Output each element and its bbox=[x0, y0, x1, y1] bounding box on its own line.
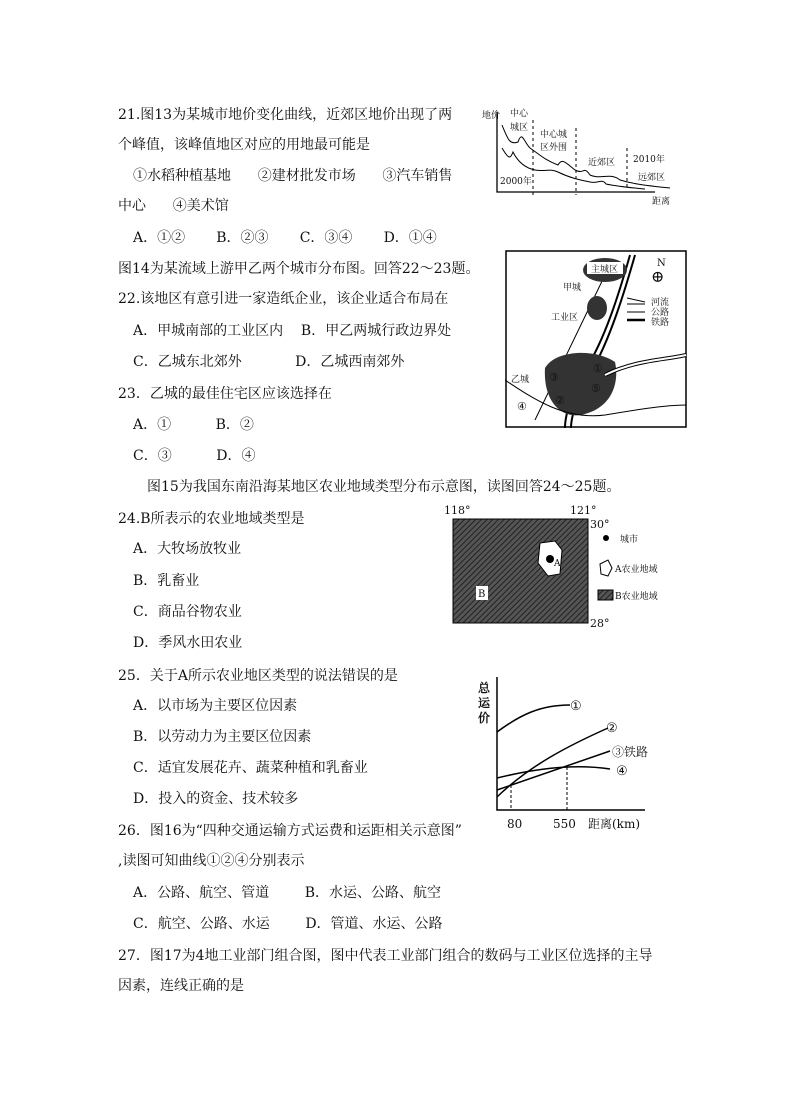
fig13-zone-label: 区外围 bbox=[540, 143, 568, 153]
q25-option-d: D．投入的资金、技术较多 bbox=[133, 791, 299, 807]
q22-stem: 22.该地区有意引进一家造纸企业，该企业适合布局在 bbox=[118, 291, 449, 307]
fig15-region-b-label: B bbox=[478, 589, 486, 600]
q25-option-c: C．适宜发展花卉、蔬菜种植和乳畜业 bbox=[133, 760, 368, 776]
fig14-mark-4: ④ bbox=[517, 400, 527, 413]
fig16-xlabel: 距离(km) bbox=[588, 817, 641, 830]
q25-option-a: A．以市场为主要区位因素 bbox=[133, 698, 298, 714]
fig13-zone-label: 中心 bbox=[510, 109, 529, 119]
fig15-lon-118: 118° bbox=[444, 504, 471, 517]
fig14-mark-5: ⑤ bbox=[591, 382, 601, 395]
fig13-zone-label: 近郊区 bbox=[588, 158, 616, 168]
fig16-curve-3-label: ③铁路 bbox=[612, 745, 649, 759]
fig14-legend-railway: 铁路 bbox=[651, 318, 670, 328]
fig13-year-2000: 2000年 bbox=[500, 177, 532, 187]
fig14-industry-label: 工业区 bbox=[551, 313, 579, 323]
q25-stem: 25．关于A所示农业地区类型的说法错误的是 bbox=[118, 668, 398, 684]
fig15-intro: 图15为我国东南沿海某地区农业地域类型分布示意图，读图回答24～25题。 bbox=[147, 479, 621, 495]
fig14-mark-3: ③ bbox=[549, 371, 559, 384]
fig14-mark-1: ① bbox=[593, 362, 603, 375]
q24-option-d: D．季风水田农业 bbox=[133, 635, 243, 651]
q26-stem: 26．图16为“四种交通运输方式运费和运距相关示意图” bbox=[118, 823, 462, 839]
fig16-tick-550: 550 bbox=[553, 817, 576, 830]
q24-option-c: C．商品谷物农业 bbox=[133, 604, 242, 620]
q23-options-cd: C．③ D．④ bbox=[133, 448, 256, 464]
fig13-zone-label: 城区 bbox=[510, 123, 529, 133]
city-dot-icon bbox=[603, 535, 609, 541]
q27-stem: 27．图17为4地工业部门组合图，图中代表工业部门组合的数码与工业区位选择的主导 bbox=[118, 948, 653, 964]
fig15-legend-b: B农业地域 bbox=[615, 592, 658, 602]
fig15-lat-28: 28° bbox=[590, 617, 610, 628]
fig16-curve-1-label: ① bbox=[570, 699, 582, 714]
fig16-curve-4-label: ④ bbox=[616, 764, 628, 779]
fig14-north-label: N bbox=[657, 258, 666, 269]
q26-options-ab: A．公路、航空、管道 B．水运、公路、航空 bbox=[133, 885, 441, 901]
q23-stem: 23．乙城的最佳住宅区应该选择在 bbox=[118, 386, 332, 402]
fig15-legend-city: 城市 bbox=[620, 535, 639, 545]
fig13-year-2010: 2010年 bbox=[633, 155, 665, 165]
fig13-zone-label: 中心城 bbox=[540, 130, 568, 140]
north-arrow-icon: ⊕ bbox=[651, 267, 665, 286]
fig15-lon-121: 121° bbox=[570, 504, 597, 517]
fig16-ylabel: 价 bbox=[478, 711, 491, 725]
fig14-yi-city-label: 乙城 bbox=[511, 375, 530, 385]
fig14-basin-map bbox=[505, 250, 687, 428]
fig13-ylabel: 地价 bbox=[482, 111, 501, 121]
fig13-land-price-chart bbox=[480, 100, 680, 210]
fig14-mark-2: ② bbox=[555, 394, 565, 407]
q25-option-b: B．以劳动力为主要区位因素 bbox=[133, 729, 312, 745]
q21-items: ①水稻种植基地 ②建材批发市场 ③汽车销售 bbox=[133, 168, 453, 184]
fig14-intro: 图14为某流域上游甲乙两个城市分布图。回答22～23题。 bbox=[118, 261, 480, 277]
q24-option-b: B．乳畜业 bbox=[133, 573, 200, 589]
fig15-lat-30: 30° bbox=[590, 518, 610, 531]
fig14-legend-river: 河流 bbox=[651, 298, 670, 308]
q21-options: A．①② B．②③ C．③④ D．①④ bbox=[133, 230, 437, 246]
fig16-transport-cost-chart bbox=[470, 665, 670, 830]
fig16-tick-80: 80 bbox=[507, 817, 523, 830]
q21-stem: 21.图13为某城市地价变化曲线，近郊区地价出现了两 bbox=[118, 107, 453, 123]
fig13-zone-label: 远郊区 bbox=[638, 173, 666, 183]
q24-stem: 24.B所表示的农业地域类型是 bbox=[118, 511, 305, 527]
q26-options-cd: C．航空、公路、水运 D．管道、水运、公路 bbox=[133, 916, 443, 932]
q21-stem-cont: 个峰值，该峰值地区对应的用地最可能是 bbox=[118, 137, 370, 153]
fig15-agriculture-map bbox=[440, 498, 685, 628]
q27-stem-cont: 因素，连线正确的是 bbox=[118, 978, 244, 994]
fig16-ylabel: 运 bbox=[478, 696, 491, 710]
fig14-legend-road: 公路 bbox=[651, 308, 670, 318]
fig15-legend-a: A农业地域 bbox=[615, 565, 658, 575]
q22-options-ab: A．甲城南部的工业区内 B．甲乙两城行政边界处 bbox=[133, 323, 452, 339]
q21-items-cont: 中心 ④美术馆 bbox=[118, 198, 229, 214]
q22-options-cd: C．乙城东北郊外 D．乙城西南郊外 bbox=[133, 354, 405, 370]
fig14-jia-city-label: 甲城 bbox=[563, 283, 582, 293]
q26-stem-cont: ,读图可知曲线①②④分别表示 bbox=[118, 853, 305, 869]
fig13-xlabel: 距离 bbox=[652, 197, 671, 207]
q23-options-ab: A．① B．② bbox=[133, 417, 254, 433]
fig16-curve-2-label: ② bbox=[606, 721, 618, 736]
fig15-region-a-label: A bbox=[554, 559, 561, 569]
fig16-ylabel: 总 bbox=[478, 681, 491, 695]
q24-option-a: A．大牧场放牧业 bbox=[133, 541, 242, 557]
fig14-main-city-label: 主城区 bbox=[591, 265, 619, 275]
